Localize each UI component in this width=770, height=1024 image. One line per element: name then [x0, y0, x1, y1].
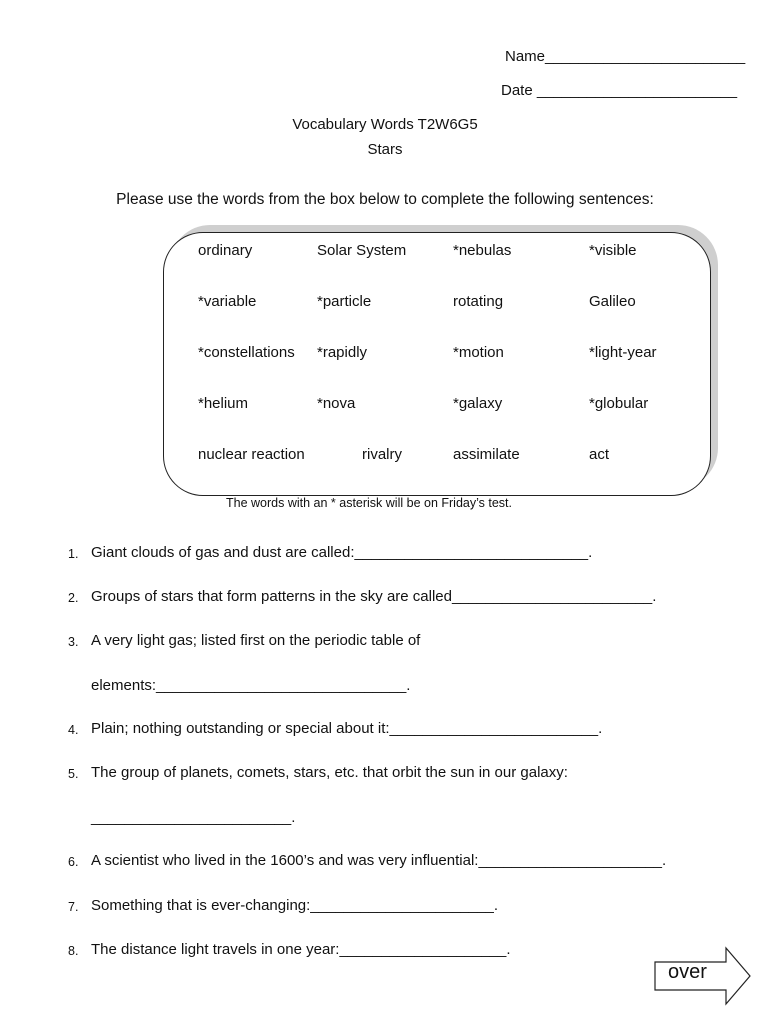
word-act: act	[589, 446, 610, 463]
word-ordinary: ordinary	[198, 242, 253, 259]
over-label: over	[668, 961, 707, 983]
worksheet-subtitle: Stars	[367, 141, 403, 158]
word-assimilate: assimilate	[453, 446, 520, 463]
question-text[interactable]: Giant clouds of gas and dust are called:____________________________.	[91, 544, 593, 561]
date-field[interactable]: Date ________________________	[501, 82, 738, 99]
question-number: 6.	[68, 855, 79, 869]
question-continuation[interactable]: elements:______________________________.	[91, 677, 411, 694]
word-nuclear-reaction: nuclear reaction	[198, 446, 305, 463]
question-text: A very light gas; listed first on the periodic table of	[91, 632, 421, 649]
word-light-year: *light-year	[589, 344, 657, 361]
question-number: 7.	[68, 900, 79, 914]
word-rotating: rotating	[453, 293, 504, 310]
question-text[interactable]: Plain; nothing outstanding or special about it:_________________________.	[91, 720, 603, 737]
name-field[interactable]: Name________________________	[505, 48, 746, 65]
question-text[interactable]: Something that is ever-changing:______________________.	[91, 897, 498, 914]
word-particle: *particle	[317, 293, 372, 310]
worksheet-title: Vocabulary Words T2W6G5	[292, 116, 478, 133]
question-number: 8.	[68, 944, 79, 958]
word-constellations: *constellations	[198, 344, 295, 361]
question-number: 2.	[68, 591, 79, 605]
question-continuation[interactable]: ________________________.	[91, 809, 296, 826]
word-solar-system: Solar System	[317, 242, 407, 259]
word-globular: *globular	[589, 395, 649, 412]
word-rivalry: rivalry	[362, 446, 402, 463]
word-galaxy: *galaxy	[453, 395, 503, 412]
question-number: 4.	[68, 723, 79, 737]
word-nebulas: *nebulas	[453, 242, 512, 259]
question-text[interactable]: A scientist who lived in the 1600’s and was very influential:______________________.	[91, 852, 667, 869]
word-rapidly: *rapidly	[317, 344, 368, 361]
word-motion: *motion	[453, 344, 504, 361]
question-text[interactable]: The distance light travels in one year:____________________.	[91, 941, 511, 958]
word-variable: *variable	[198, 293, 257, 310]
instructions: Please use the words from the box below to complete the following sentences:	[116, 191, 654, 208]
question-number: 5.	[68, 767, 79, 781]
word-helium: *helium	[198, 395, 249, 412]
asterisk-note: The words with an * asterisk will be on Friday’s test.	[226, 496, 512, 510]
question-number: 1.	[68, 547, 79, 561]
word-nova: *nova	[317, 395, 356, 412]
question-text[interactable]: Groups of stars that form patterns in the sky are called________________________.	[91, 588, 657, 605]
word-visible: *visible	[589, 242, 637, 259]
question-text: The group of planets, comets, stars, etc. that orbit the sun in our galaxy:	[91, 764, 568, 781]
word-galileo: Galileo	[589, 293, 636, 310]
question-number: 3.	[68, 635, 79, 649]
